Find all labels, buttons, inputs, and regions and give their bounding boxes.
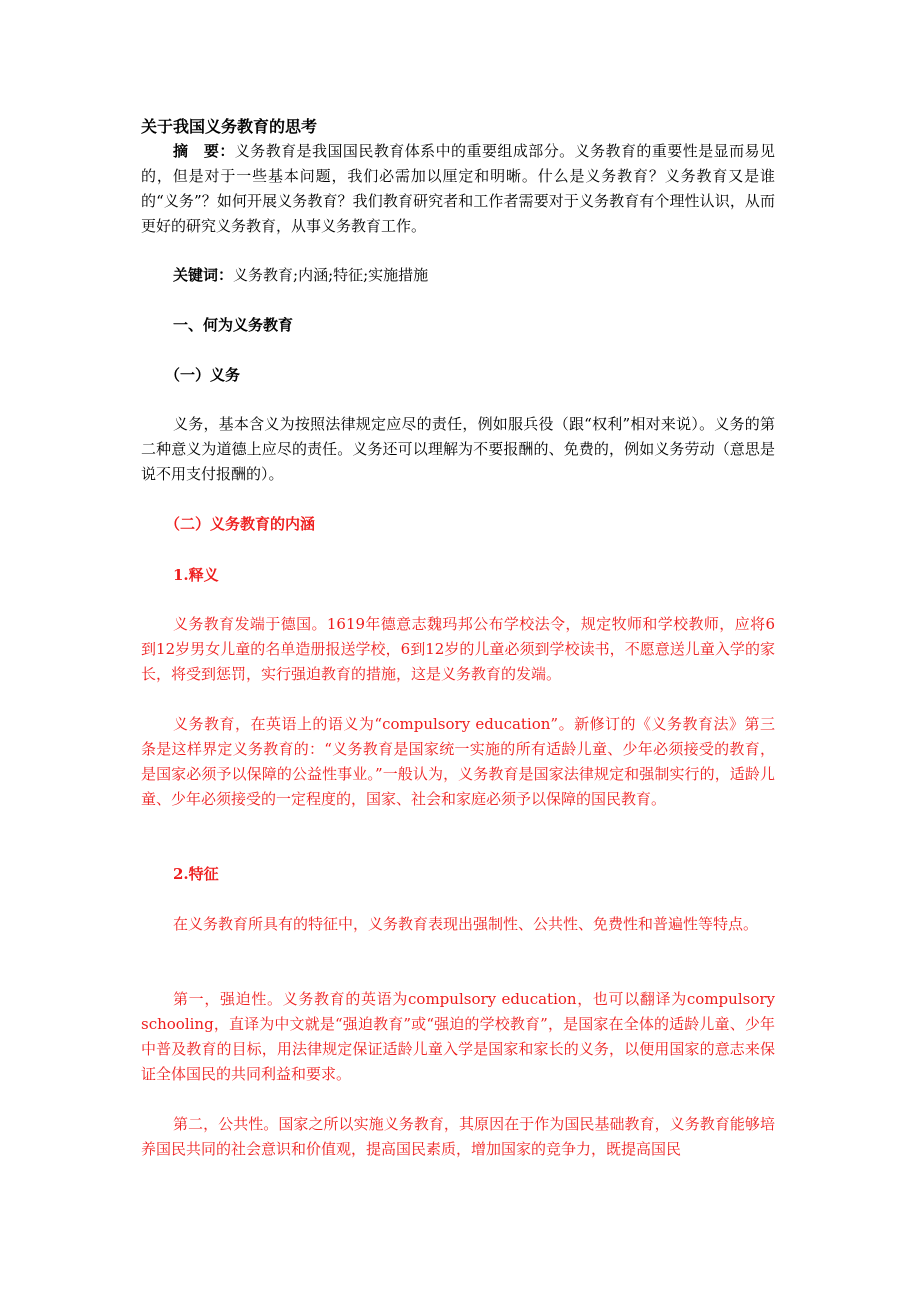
keywords-line xyxy=(141,263,775,288)
paragraph-features: 在义务教育所具有的特征中，义务教育表现出强制性、公共性、免费性和普遍性等特点。 xyxy=(173,915,759,933)
heading-duty: （一）义务 xyxy=(165,366,241,384)
document-title: 关于我国义务教育的思考 xyxy=(141,117,318,136)
heading-features: 2.特征 xyxy=(173,865,219,883)
paragraph-public: 第二，公共性。国家之所以实施义务教育，其原因在于作为国民基础教育，义务教育能够培养国民共同的社会意识和价值观，提高国民素质，增加国家的竞争力，既提高国民 xyxy=(141,1115,775,1158)
keywords-label: 关键词： xyxy=(173,266,234,284)
keywords-text: 义务教育;内涵;特征;实施措施 xyxy=(233,266,429,284)
paragraph-duty: 义务，基本含义为按照法律规定应尽的责任，例如服兵役（跟“权利”相对来说）。义务的第二种意义为道德上应尽的责任。义务还可以理解为不要报酬的、免费的，例如义务劳动（意思是说不用支付报酬的）。 xyxy=(141,415,775,483)
paragraph-definition: 义务教育，在英语上的语义为“compulsory education”。新修订的《义务教育法》第三条是这样界定义务教育的：“义务教育是国家统一实施的所有适龄儿童、少年必须接受的教育，是国家必须予以保障的公益性事业。”一般认为，义务教育是国家法律规定和强制实行的，适龄儿童、少年必须接受的一定程度的，国家、社会和家庭必须予以保障的国民教育。 xyxy=(141,715,775,808)
abstract-text: 义务教育是我国国民教育体系中的重要组成部分。义务教育的重要性是显而易见的，但是对于一些基本问题，我们必需加以厘定和明晰。什么是义务教育？义务教育又是谁的“义务”？如何开展义务教育？我们教育研究者和工作者需要对于义务教育有个理性认识，从而更好的研究义务教育，从事义务教育工作。 xyxy=(141,142,775,235)
heading-connotation: （二）义务教育的内涵 xyxy=(165,515,316,533)
paragraph-origin: 义务教育发端于德国。1619年德意志魏玛邦公布学校法令，规定牧师和学校教师，应将6到12岁男女儿童的名单造册报送学校，6到12岁的儿童必须到学校读书，不愿意送儿童入学的家长，将受到惩罚，实行强迫教育的措施，这是义务教育的发端。 xyxy=(141,615,775,683)
abstract-label: 摘 要： xyxy=(173,142,235,160)
paragraph-compulsory: 第一，强迫性。义务教育的英语为compulsory education，也可以翻译为compulsory schooling，直译为中文就是“强迫教育”或“强迫的学校教育”，是国家在全体的适龄儿童、少年中普及教育的目标，用法律规定保证适龄儿童入学是国家和家长的义务，以便用国家的意志来保证全体国民的共同利益和要求。 xyxy=(141,990,775,1083)
heading-section-1: 一、何为义务教育 xyxy=(173,316,294,334)
abstract-paragraph xyxy=(141,139,775,239)
heading-interpretation: 1.释义 xyxy=(173,566,219,584)
